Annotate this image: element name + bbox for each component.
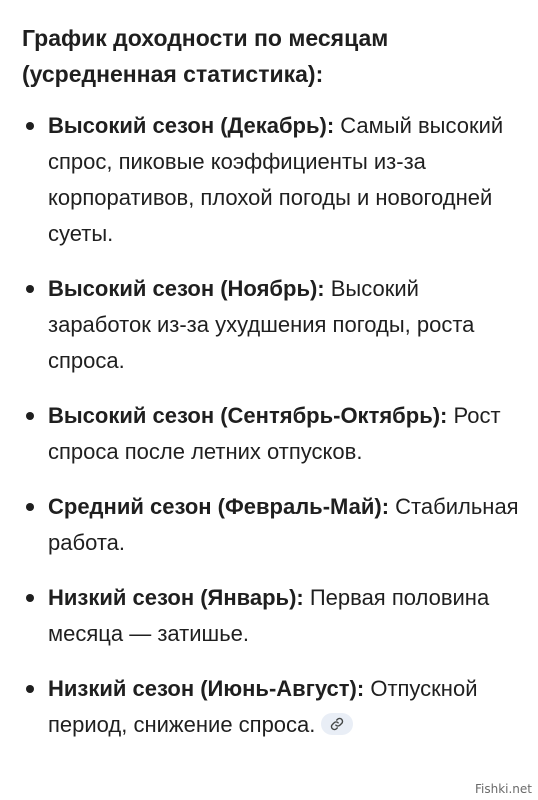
season-description: Стабильная работа.: [48, 494, 519, 555]
season-description: Первая половина месяца — затишье.: [48, 585, 490, 646]
season-label: Высокий сезон (Ноябрь):: [48, 276, 325, 301]
section-heading: График доходности по месяцам (усредненная статистика):: [22, 25, 389, 87]
list-item: [22, 108, 522, 252]
season-label: Высокий сезон (Декабрь):: [48, 113, 335, 138]
list-item: [22, 580, 522, 652]
season-description: Высокий заработок из-за ухудшения погоды, роста спроса.: [48, 276, 475, 373]
source-link-button[interactable]: [321, 713, 353, 735]
season-description: Рост спроса после летних отпусков.: [48, 403, 501, 464]
link-icon: [330, 717, 344, 731]
list-item: [22, 398, 522, 470]
season-list: [22, 108, 522, 743]
bullet-icon: [26, 285, 34, 293]
season-description: Отпускной период, снижение спроса.: [48, 676, 478, 737]
season-label: Высокий сезон (Сентябрь-Октябрь):: [48, 403, 448, 428]
season-label: Средний сезон (Февраль-Май):: [48, 494, 390, 519]
season-description: Самый высокий спрос, пиковые коэффициенты из-за корпоративов, плохой погоды и новогодней суеты.: [48, 113, 504, 246]
season-label: Низкий сезон (Июнь-Август):: [48, 676, 365, 701]
watermark: Fishki.net: [474, 782, 532, 796]
list-item: [22, 271, 522, 379]
season-label: Низкий сезон (Январь):: [48, 585, 304, 610]
list-item: [22, 671, 522, 743]
bullet-icon: [26, 412, 34, 420]
list-item: [22, 489, 522, 561]
bullet-icon: [26, 122, 34, 130]
bullet-icon: [26, 685, 34, 693]
bullet-icon: [26, 594, 34, 602]
answer-content: [22, 20, 522, 762]
bullet-icon: [26, 503, 34, 511]
